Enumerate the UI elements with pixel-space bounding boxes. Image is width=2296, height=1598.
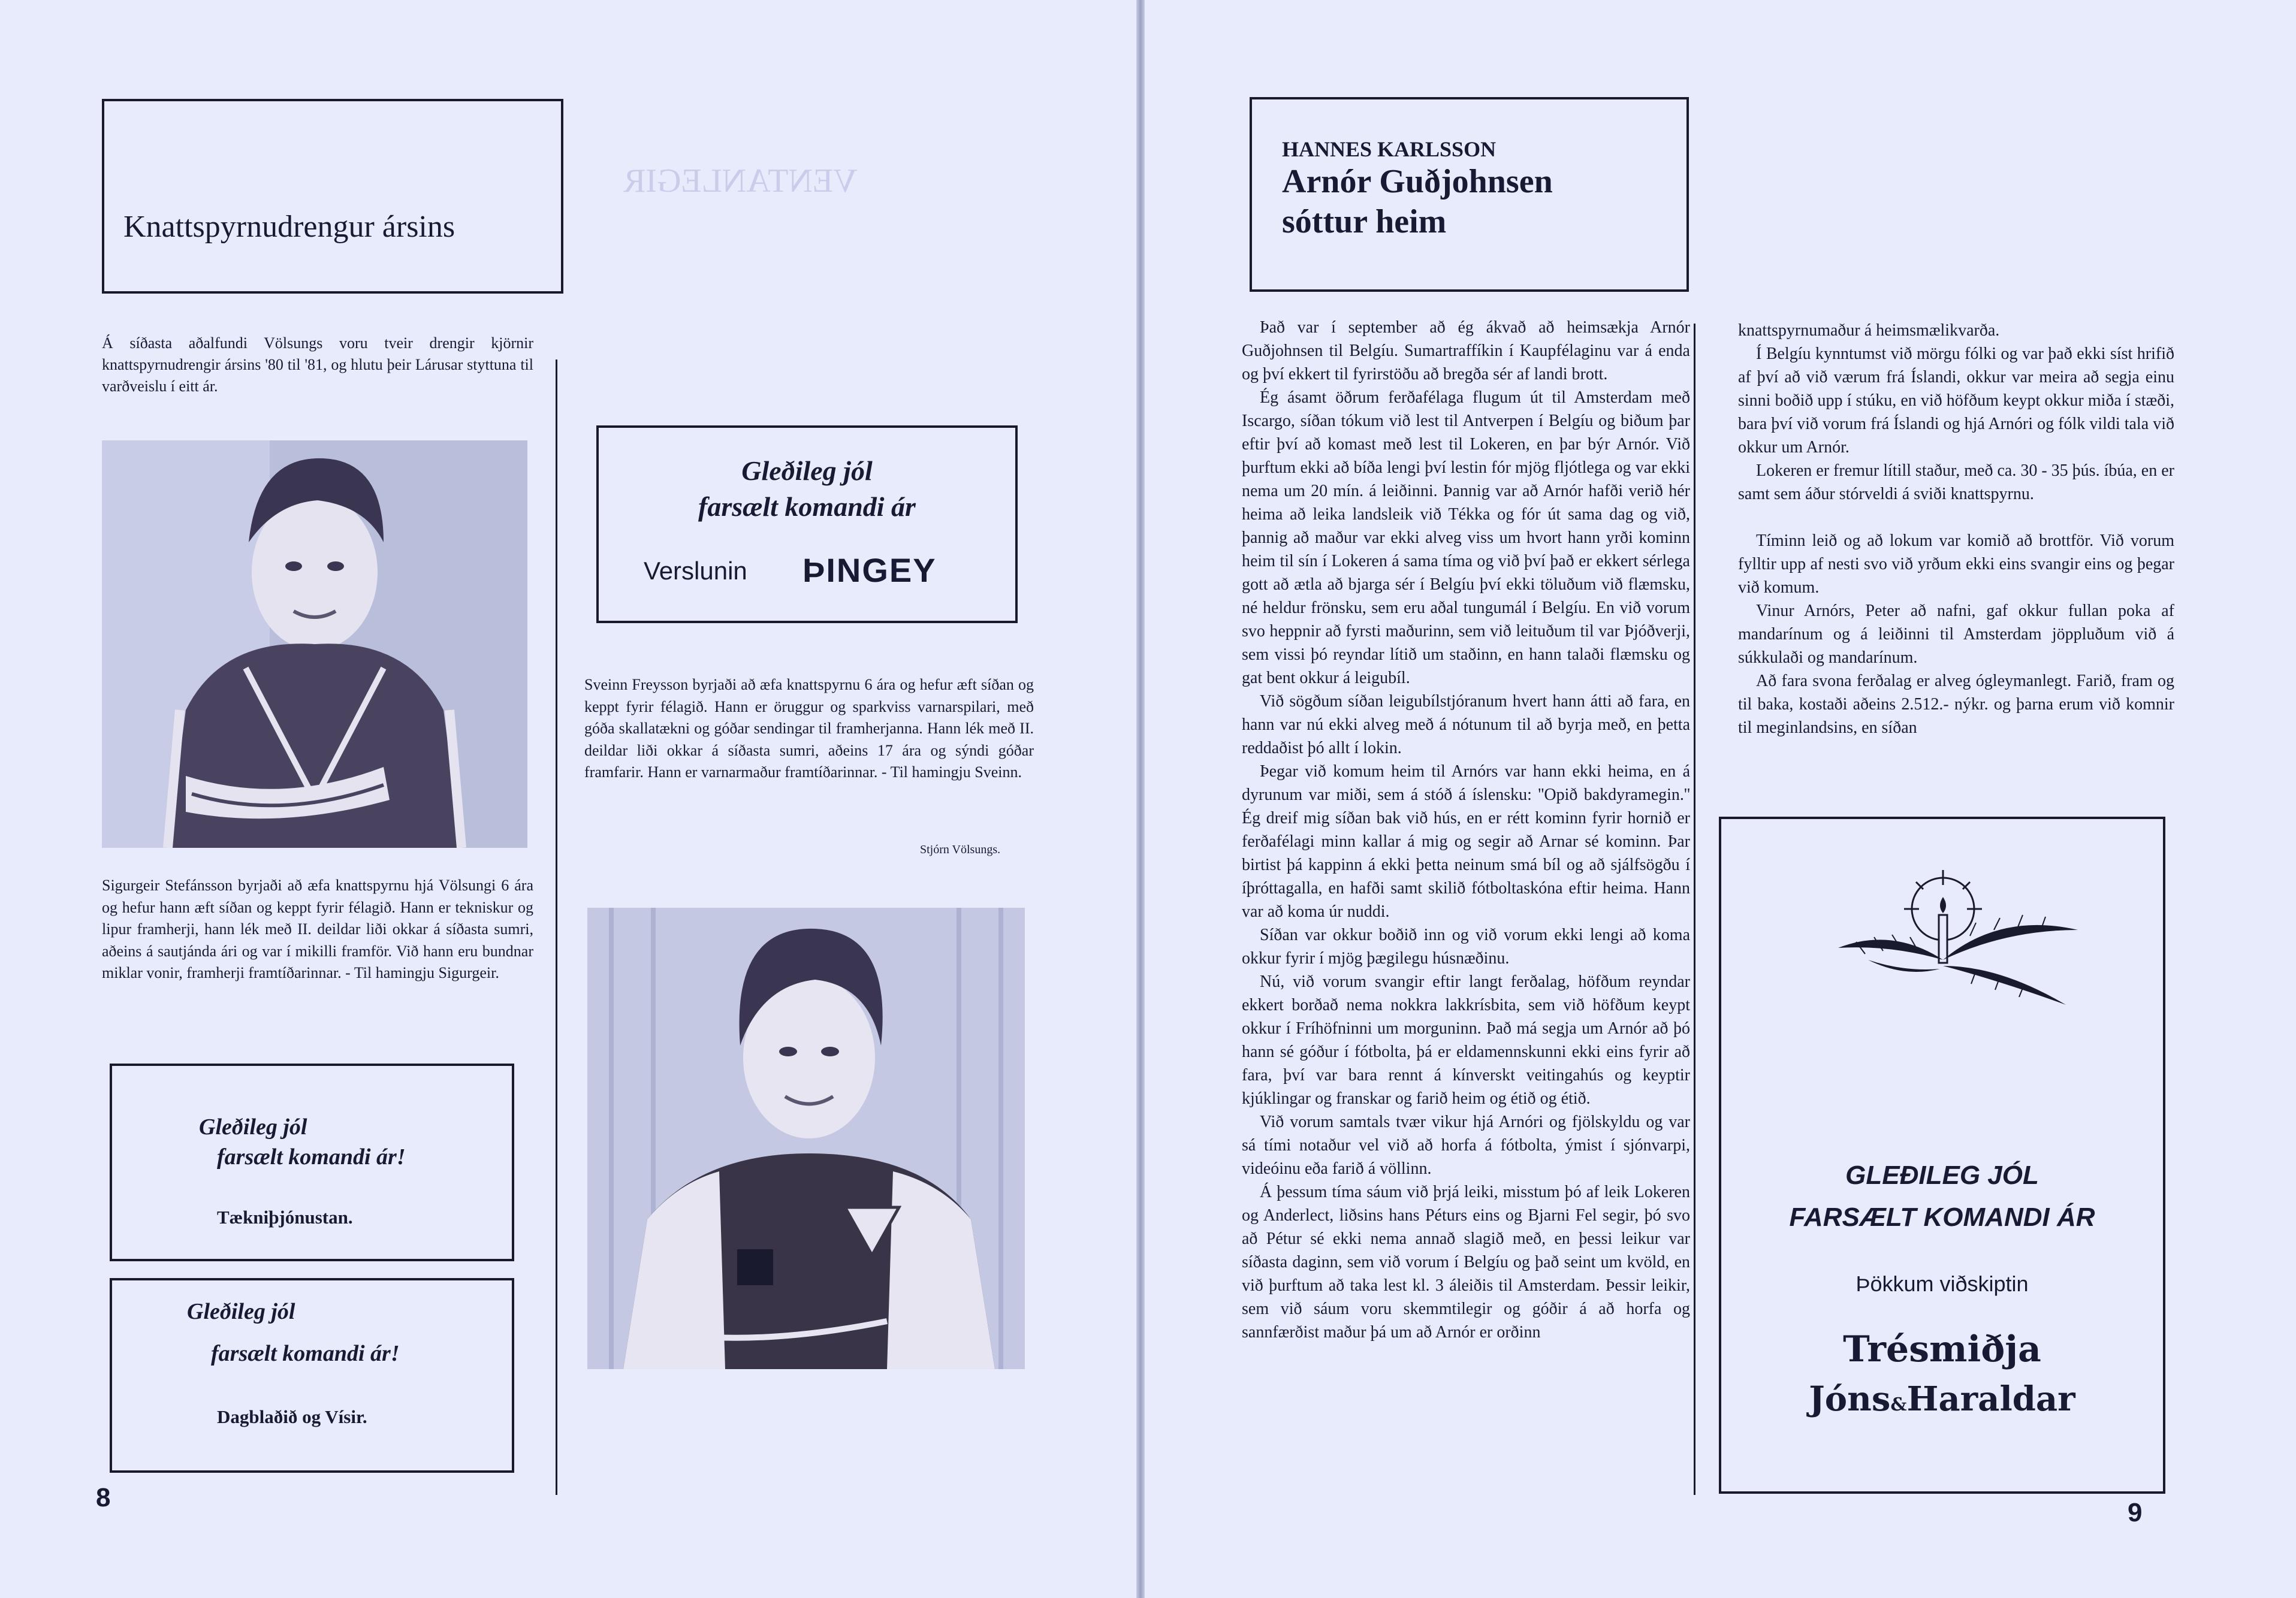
ad-tekni-line2: farsælt komandi ár! — [217, 1144, 406, 1170]
column-rule — [1694, 324, 1695, 1495]
paragraph: Það var í september að ég ákvað að heimsækja Arnór Guðjohnsen til Belgíu. Sumartraffíkin í Kaupfélaginu var á enda og því ekkert til fyrirstöðu að bregða sér af landi brott. — [1242, 318, 1690, 383]
ad-company-line2 — [1721, 1379, 2163, 1419]
photo-sveinn — [587, 908, 1025, 1369]
author: HANNES KARLSSON — [1282, 137, 1497, 161]
paragraph: Að fara svona ferðalag er alveg ógleymanlegt. Farið, fram og til baka, kostaði aðeins 2.512.- nýkr. og þarna erum við komnir til meginlandsins, en síðan — [1738, 672, 2174, 737]
article-column-1 — [1242, 316, 1690, 1344]
paragraph: Við vorum samtals tvær vikur hjá Arnóri og fjölskyldu og var sá tími notaður vel við að horfa á fótbolta, ýmist í sjónvarpi, videóinu eða farið á völlinn. — [1242, 1113, 1690, 1178]
ad-dagbladid-line1: Gleðileg jól — [187, 1299, 295, 1324]
paragraph: knattspyrnumaður á heimsmælikvarða. — [1738, 321, 2000, 340]
article-column-2 — [1738, 319, 2174, 739]
ad-dagbladid-line2: farsælt komandi ár! — [211, 1341, 400, 1366]
page-number-left: 8 — [96, 1483, 111, 1512]
headline-box — [102, 99, 563, 294]
ad-dagbladid — [110, 1278, 514, 1473]
signature: Stjórn Völsungs. — [920, 843, 1001, 856]
paragraph: Á þessum tíma sáum við þrjá leiki, misstum þó af leik Lokeren og Anderlect, liðsins hans Péturs eins og Bjarni Fel segir, þó svo að Pétur sé ekki nema annað slagið með, en þessi leikur var síðasta daginn, sem við vorum í Belgíu og það seint um kvöld, en við þurftum að taka lest kl. 3 áleiðis til Amsterdam. Þessir leikir, sem við sáum voru skemmtilegir og góðir á að horfa og sannfærðist maður þá um að Arnór er orðinn — [1242, 1183, 1690, 1342]
title-box — [1250, 97, 1689, 292]
paragraph: Þegar við komum heim til Arnórs var hann ekki heima, en á dyrunum var miði, sem á stóð á íslensku: ''Opið bakdyramegin.'' Ég dreif mig síðan bak við hús, en er rétt kominn fyrir hornið er ferðafélagi minn kallar á mig og segir að Arnar sé kominn. Þar birtist þá kappinn á ekki þetta neinum smá bíl og að sjálfsögðu í íþróttagalla, en hafði samt skilið fótboltaskóna eftir heima. Hann var að koma úr nuddi. — [1242, 762, 1690, 921]
ad-company-line1: Trésmiðja — [1843, 1328, 2041, 1370]
ad-tekni — [110, 1064, 514, 1261]
intro-text: Á síðasta aðalfundi Völsungs voru tveir drengir kjörnir knattspyrnudrengir ársins '80 til '81, og hlutu þeir Lárusar styttuna til varðveislu í eitt ár. — [102, 334, 533, 395]
paragraph: Vinur Arnórs, Peter að nafni, gaf okkur fullan poka af mandarínum og á leiðinni til Amsterdam jöppluðum við á súkkulaði og mandarínum. — [1738, 602, 2174, 667]
column-rule — [556, 360, 557, 1495]
caption-sigurgeir: Sigurgeir Stefánsson byrjaði að æfa knattspyrnu hjá Völsungi 6 ára og hefur hann æft síðan og keppt fyrir félagið. Hann er tekniskur og lipur framherji, hann lék með II. deildar liði okkar á síðasta sumri, aðeins á sautjánda ári og var í mikilli framför. Við hann eru bundnar miklar vonir, framherji framtíðarinnar. - Til hamingju Sigurgeir. — [102, 877, 533, 981]
ad-line2: FARSÆLT KOMANDI ÁR — [1789, 1203, 2095, 1232]
paragraph: Í Belgíu kynntumst við mörgu fólki og var það ekki síst hrifið af því að við værum frá Íslandi, okkur var meira að segja einu sinni boðið upp í stúku, en við höfðum keypt okkur miða í stæði, bara því við vorum frá Íslandi og hjá Arnóri og fólk vildi tala við okkur um Arnór. — [1738, 345, 2174, 457]
portrait-icon — [587, 908, 1025, 1369]
spine-gutter — [1136, 0, 1145, 1598]
ad-line1: GLEÐILEG JÓL — [1845, 1161, 2039, 1190]
ad-company-amp: & — [1890, 1394, 1907, 1415]
left-page — [0, 0, 1136, 1598]
headline: Knattspyrnudrengur ársins — [123, 210, 455, 244]
portrait-icon — [102, 440, 527, 848]
ad-thingey-line1: Gleðileg jól — [741, 455, 873, 486]
photo-sigurgeir — [102, 440, 527, 848]
paragraph: Ég ásamt öðrum ferðafélaga flugum út til Amsterdam með Iscargo, síðan tókum við lest til Antverpen í Belgíu og biðum þar eftir því að komast með lest til Lokeren, en þar býr Arnór. Við þurftum ekki að bíða lengi því lestin fór mjög fljótlega og var ekki nema um 20 mín. á leiðinni. Þannig var að Arnór hafði verið hér heima að leika landsleik við Tékka og fór út sama dag og við, þannig að maður var ekki alveg viss um hvort hann yrði kominn heim til sín í Lokeren á sama tíma og við því það er ekkert sérlega gott að ætla að bjarga sér í Belgíu því ekki töluðum við flæmsku, né heldur frönsku, sem eru aðal tungumál í Belgíu. En við vorum svo heppnir að fyrsti maðurinn, sem við leituðum til var Þjóðverji, sem vissi þó reyndar lítið um staðinn, en hann talaði flæmsku og gat bent okkur á leigubíl. — [1242, 388, 1690, 687]
paragraph: Nú, við vorum svangir eftir langt ferðalag, höfðum reyndar ekkert borðað nema nokkra lakkrísbita, sem við höfðum keypt okkur í Fríhöfninni um morguninn. Það má segja um Arnór að þó hann sé góður í fótbolta, þá er eldamennskunni ekki eins fyrir að fara, því var bara rennt á kínverskt veitingahús og keyptir kjúklingar og franskar og farið heim og étið og étið. — [1242, 972, 1690, 1108]
title-line1: Arnór Guðjohnsen — [1282, 163, 1553, 200]
candle-pine-icon — [1832, 870, 2084, 1008]
ad-thingey — [596, 425, 1018, 623]
caption-sveinn: Sveinn Freysson byrjaði að æfa knattspyrnu 6 ára og hefur æft síðan og keppt fyrir félagið. Hann er öruggur og sparkviss varnarspilari, með góða skallatækni og góðar sendingar til framherjanna. Hann lék með II. deildar liði okkar á síðasta sumri, aðeins 17 ára og sýndi góðar framfarir. Hann er varnarmaður framtíðarinnar. - Til hamingju Sveinn. — [584, 676, 1034, 781]
ad-tekni-sponsor: Tækniþjónustan. — [217, 1207, 353, 1228]
ad-tresmidja — [1719, 817, 2165, 1494]
paragraph: Tíminn leið og að lokum var komið að brottför. Við vorum fylltir upp af nesti svo við yrðum ekki eins svangir eins og þegar við komum. — [1738, 531, 2174, 597]
ad-dagbladid-sponsor: Dagblaðið og Vísir. — [217, 1406, 367, 1427]
page-number-right: 9 — [2128, 1498, 2143, 1527]
paragraph: Við sögðum síðan leigubílstjóranum hvert hann átti að fara, en hann var nú ekki alveg með á nótunum til að byrja með, en þetta reddaðist þó allt í lokin. — [1242, 692, 1690, 757]
ad-tekni-line1: Gleðileg jól — [199, 1114, 307, 1140]
title-line2: sóttur heim — [1282, 203, 1447, 240]
bleed-through-text: ⠀ — [2229, 104, 2241, 122]
ad-company-last: Haraldar — [1906, 1379, 2075, 1419]
ad-thingey-prefix: Verslunin — [644, 557, 747, 585]
ad-thingey-store: ÞINGEY — [802, 551, 937, 589]
bleed-through-text: VENTANLEGIR — [623, 162, 858, 200]
ad-company-first: Jóns — [1809, 1379, 1891, 1419]
ad-thanks: Þökkum viðskiptin — [1855, 1271, 2029, 1296]
right-page — [1145, 0, 2296, 1598]
paragraph: Lokeren er fremur lítill staður, með ca. 30 - 35 þús. íbúa, en er samt sem áður stórveldi á sviði knattspyrnu. — [1738, 461, 2174, 503]
paragraph: Síðan var okkur boðið inn og við vorum ekki lengi að koma okkur fyrir í mjög þægilegu húsnæðinu. — [1242, 926, 1690, 968]
ad-thingey-line2: farsælt komandi ár — [698, 491, 916, 522]
